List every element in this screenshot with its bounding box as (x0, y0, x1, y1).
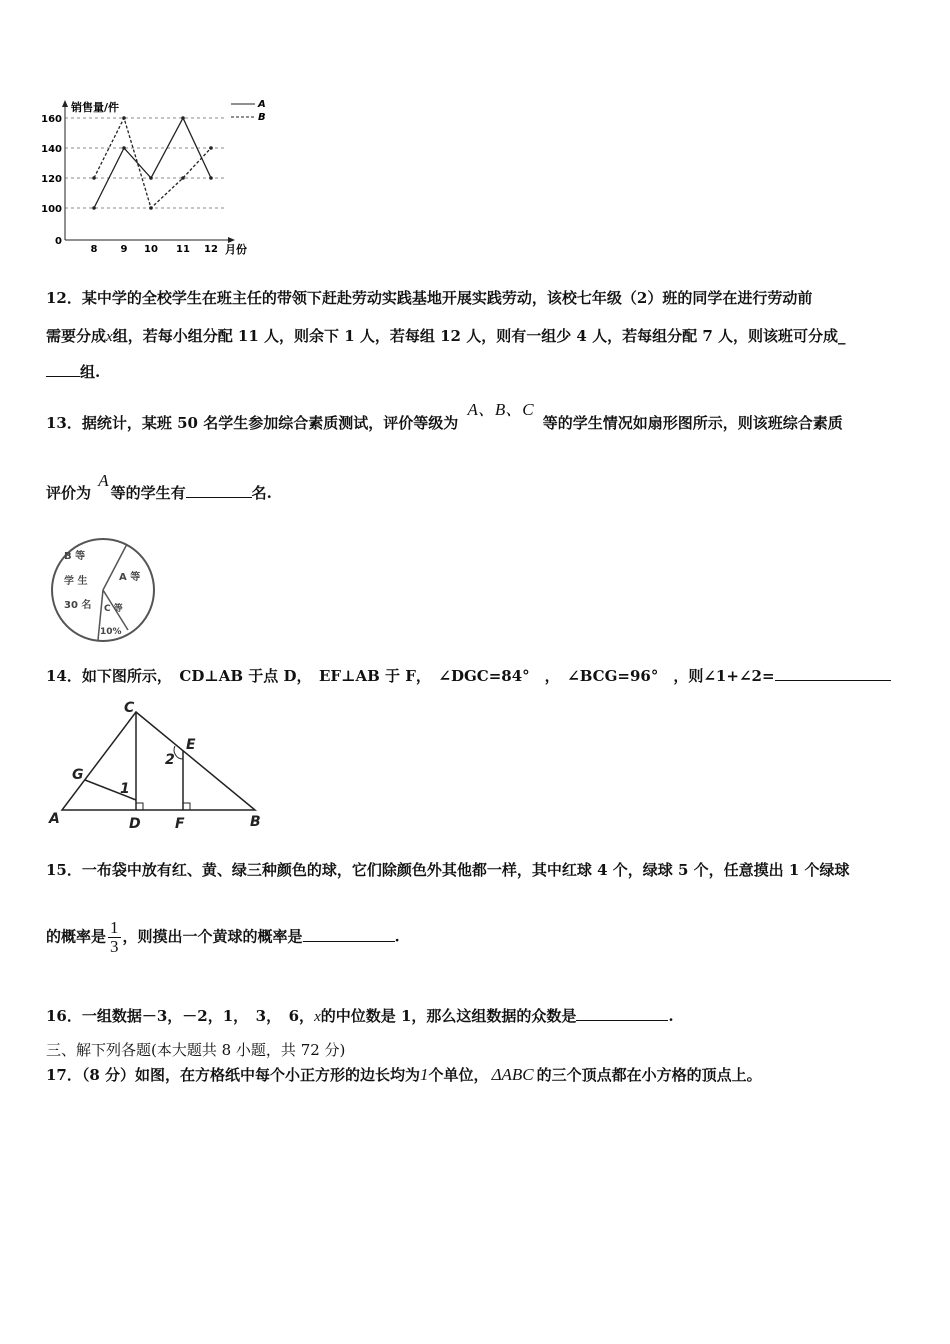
label-c: C (124, 700, 135, 716)
y-tick-label: 120 (41, 174, 62, 185)
data-point-a (92, 206, 96, 210)
y-tick-label: 140 (41, 144, 62, 155)
pie-b-label-2: 学 生 (64, 576, 88, 587)
q13-text-d: 等的学生有 (110, 484, 186, 502)
y-tick-label: 100 (41, 204, 62, 215)
section-3-title: 三、解下列各题(本大题共 8 小题，共 72 分) (46, 1041, 346, 1059)
q17-text-b: 个单位， (428, 1066, 489, 1084)
q12-line-3 (46, 361, 100, 382)
q12-end: 组. (80, 363, 101, 381)
q16-line (46, 1005, 674, 1026)
q17-triangle: ΔABC (491, 1065, 534, 1084)
data-point-b (181, 176, 185, 180)
chart-xlabel: 月份 (225, 243, 247, 256)
data-point-a (181, 116, 185, 120)
q15-line-1: 15．一布袋中放有红、黄、绿三种颜色的球，它们除颜色外其他都一样，其中红球 4 个，绿球 5 个，任意摸出 1 个绿球 (46, 861, 850, 879)
q12-var-x: x (106, 329, 113, 345)
q12-answer-blank[interactable] (46, 362, 80, 377)
data-point-b (122, 116, 126, 120)
q15-frac-den: 3 (110, 937, 119, 956)
label-2: 2 (165, 752, 175, 768)
label-e: E (186, 737, 196, 753)
q15-text-a: 的概率是 (46, 927, 107, 946)
pie-b-label-3: 30 名 (64, 600, 92, 611)
x-tick-label: 8 (90, 244, 98, 255)
label-d: D (129, 816, 141, 832)
q16-text-a: 16．一组数据－3，－2，1， 3， 6， (46, 1007, 315, 1025)
q13-answer-blank[interactable] (186, 483, 252, 498)
q14-geometry-figure (45, 695, 285, 835)
q15-line-2 (46, 919, 400, 956)
x-tick-label: 9 (120, 244, 128, 255)
data-point-a (209, 176, 213, 180)
q13-levels: A、B、C (467, 400, 534, 419)
chart-axes (62, 100, 235, 243)
q13-line-2 (46, 471, 272, 503)
data-point-a (122, 146, 126, 150)
q12-text-b: 组，若每小组分配 11 人，则余下 1 人，若每组 12 人，则有一组少 4 人，若每组分配 7 人，则该班可分成_ (112, 327, 846, 345)
q14-answer-blank[interactable] (775, 666, 891, 681)
legend-label-a: A (258, 99, 266, 110)
q12-text-a: 需要分成 (46, 327, 107, 345)
q12-line-2 (46, 325, 845, 346)
q13-text-b: 等的学生情况如扇形图所示，则该班综合素质 (542, 414, 843, 432)
q15-fraction (108, 919, 121, 956)
q13-level-a: A (98, 471, 109, 490)
q15-end: . (394, 927, 400, 946)
q15-answer-blank[interactable] (303, 927, 395, 942)
q13-text-c: 评价为 (46, 484, 92, 502)
q15-frac-num: 1 (110, 918, 119, 937)
y-tick-label: 160 (41, 114, 62, 125)
pie-b-label-1: B 等 (64, 551, 86, 562)
label-b: B (250, 814, 261, 830)
q16-text-b: 的中位数是 1，那么这组数据的众数是 (320, 1007, 577, 1025)
label-f: F (175, 816, 185, 832)
q16-var-x: x (314, 1009, 321, 1025)
data-point-b (209, 146, 213, 150)
series-line-a (94, 118, 211, 208)
data-point-a (149, 176, 153, 180)
sales-line-chart (35, 95, 275, 265)
data-point-b (149, 206, 153, 210)
pie-c-label: C 等 (104, 604, 123, 614)
q16-answer-blank[interactable] (576, 1006, 668, 1021)
q17-text-a: 17．（8 分）如图，在方格纸中每个小正方形的边长均为 (46, 1066, 421, 1084)
chart-ylabel: 销售量/件 (71, 101, 120, 114)
q12-line-1: 12．某中学的全校学生在班主任的带领下赶赴劳动实践基地开展实践劳动，该校七年级（2）班的同学在进行劳动前 (46, 289, 813, 307)
pie-c-percent: 10% (100, 627, 122, 637)
pie-a-label: A 等 (119, 572, 141, 583)
chart-grid (65, 118, 227, 208)
label-a: A (49, 811, 60, 827)
label-g: G (72, 767, 84, 783)
series-line-b (94, 118, 211, 208)
q13-end: 名. (251, 484, 272, 502)
q13-pie-chart (48, 535, 158, 645)
q17-one: 1 (420, 1065, 429, 1084)
q13-line-1 (46, 400, 843, 433)
q16-end: . (668, 1007, 674, 1025)
q14-text: 14．如下图所示， CD⊥AB 于点 D， EF⊥AB 于 F， ∠DGC=84° ， ∠BCG=96° ，则∠1+∠2= (46, 667, 775, 685)
label-1: 1 (120, 781, 130, 797)
x-tick-label: 11 (176, 244, 190, 255)
q14-line (46, 665, 891, 686)
q17-line (46, 1064, 762, 1085)
q15-text-b: ，则摸出一个黄球的概率是 (122, 927, 303, 946)
data-point-b (92, 176, 96, 180)
chart-legend (231, 99, 266, 123)
legend-label-b: B (258, 112, 266, 123)
x-tick-label: 10 (144, 244, 158, 255)
y-tick-label: 0 (55, 236, 62, 247)
q17-text-c: 的三个顶点都在小方格的顶点上。 (536, 1066, 762, 1084)
chart-series (92, 116, 213, 210)
x-tick-label: 12 (204, 244, 218, 255)
q13-text-a: 13．据统计，某班 50 名学生参加综合素质测试，评价等级为 (46, 414, 459, 432)
